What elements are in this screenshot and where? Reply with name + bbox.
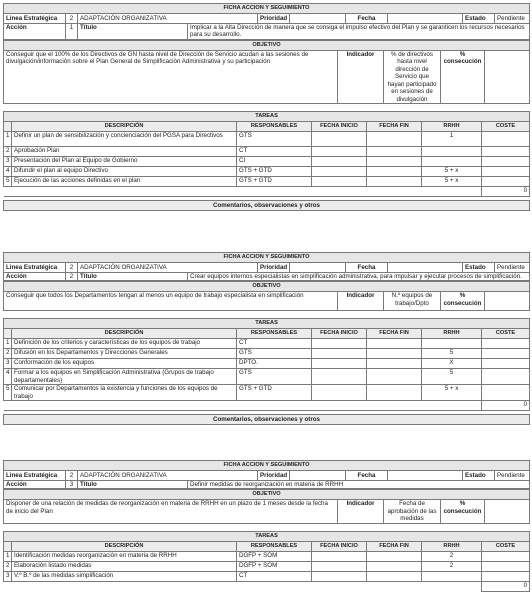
task-description: Definición de los criterios y características de los equipos de trabajo [12, 339, 237, 349]
linea-number: 2 [66, 471, 78, 481]
task-fecha-inicio [312, 385, 367, 401]
prioridad-value [290, 263, 346, 273]
task-rrhh: 2 [422, 551, 482, 561]
task-fecha-fin [367, 359, 422, 369]
titulo-text: Implicar a la Alta Dirección de manera que se consiga el impulso efectivo del Plan y se garanticen los recursos necesarios para su desarrollo. [188, 24, 530, 40]
ficha-title: FICHA ACCION Y SEGUIMIENTO [4, 253, 530, 263]
task-row [4, 561, 530, 571]
estado-label: Estado [463, 471, 495, 481]
linea-number: 2 [66, 14, 78, 24]
task-row [4, 339, 530, 349]
col-rrhh-header: RRHH [422, 541, 482, 551]
col-descripcion-header: DESCRIPCIÓN [12, 541, 237, 551]
task-fecha-inicio [312, 166, 367, 176]
task-fecha-inicio [312, 359, 367, 369]
consecucion-value [485, 292, 530, 311]
col-num-header [4, 329, 12, 339]
task-responsables: CI [237, 156, 312, 166]
fecha-label: Fecha [346, 14, 388, 24]
task-number: 3 [4, 359, 12, 369]
ficha-header-table [3, 3, 530, 40]
accion-label: Acción [4, 481, 66, 489]
col-descripcion-header: DESCRIPCIÓN [12, 329, 237, 339]
tareas-table [3, 531, 530, 592]
prioridad-label: Prioridad [258, 14, 290, 24]
objetivo-table [3, 40, 530, 104]
task-coste [482, 349, 530, 359]
col-responsables-header: RESPONSABLES [237, 541, 312, 551]
col-num-header [4, 541, 12, 551]
task-description: Elaboración listado medidas [12, 561, 237, 571]
col-descripcion-header: DESCRIPCIÓN [12, 121, 237, 131]
task-responsables: DGFP + SOM [237, 551, 312, 561]
consecucion-label: % consecución [441, 292, 485, 311]
task-responsables: CT [237, 571, 312, 581]
tareas-title: TAREAS [4, 531, 530, 541]
linea-label: Linea Estratégica [4, 471, 66, 481]
task-number: 2 [4, 561, 12, 571]
total-coste: 0 [482, 401, 530, 411]
ficha-block [3, 252, 529, 425]
col-coste-header: COSTE [482, 541, 530, 551]
task-coste [482, 176, 530, 186]
indicador-label: Indicador [338, 50, 384, 103]
task-fecha-inicio [312, 156, 367, 166]
task-number: 4 [4, 166, 12, 176]
ficha-title: FICHA ACCION Y SEGUIMIENTO [4, 4, 530, 14]
task-number: 1 [4, 131, 12, 146]
task-rrhh [422, 146, 482, 156]
task-coste [482, 131, 530, 146]
task-fecha-fin [367, 349, 422, 359]
task-fecha-fin [367, 176, 422, 186]
task-coste [482, 359, 530, 369]
col-num-header [4, 121, 12, 131]
fecha-value [388, 14, 463, 24]
consecucion-label: % consecución [441, 500, 485, 523]
task-responsables: CT [237, 146, 312, 156]
accion-number: 3 [66, 481, 78, 489]
task-fecha-fin [367, 339, 422, 349]
prioridad-label: Prioridad [258, 263, 290, 273]
task-number: 1 [4, 339, 12, 349]
estado-label: Estado [463, 14, 495, 24]
task-fecha-inicio [312, 551, 367, 561]
task-fecha-inicio [312, 571, 367, 581]
consecucion-label: % consecución [441, 50, 485, 103]
estado-value: Pendiente [495, 14, 530, 24]
task-row [4, 156, 530, 166]
task-rrhh: 5 + x [422, 385, 482, 401]
task-rrhh [422, 339, 482, 349]
task-number: 2 [4, 146, 12, 156]
total-coste: 0 [482, 581, 530, 591]
objetivo-table [3, 281, 530, 311]
titulo-label: Título [78, 273, 188, 281]
ficha-header-table [3, 252, 530, 281]
indicador-text: N.º equipos de trabajo/Dpto [384, 292, 441, 311]
col-coste-header: COSTE [482, 329, 530, 339]
task-description: Difusión en los Departamentos y Direcciones Generales [12, 349, 237, 359]
task-row [4, 131, 530, 146]
spacer [3, 311, 529, 318]
task-fecha-fin [367, 146, 422, 156]
task-row [4, 146, 530, 156]
task-fecha-fin [367, 369, 422, 385]
col-fecha-inicio-header: FECHA INICIO [312, 541, 367, 551]
estado-value: Pendiente [495, 471, 530, 481]
col-fecha-fin-header: FECHA FIN [367, 121, 422, 131]
task-responsables: GTS [237, 349, 312, 359]
task-number: 5 [4, 385, 12, 401]
col-coste-header: COSTE [482, 121, 530, 131]
task-description: Difundir el plan al equipo Directivo [12, 166, 237, 176]
indicador-label: Indicador [338, 292, 384, 311]
task-description: Ejecución de las acciones definidas en el plan [12, 176, 237, 186]
consecucion-value [485, 500, 530, 523]
col-fecha-fin-header: FECHA FIN [367, 329, 422, 339]
task-row [4, 349, 530, 359]
task-number: 4 [4, 369, 12, 385]
linea-label: Linea Estratégica [4, 14, 66, 24]
prioridad-label: Prioridad [258, 471, 290, 481]
task-fecha-fin [367, 561, 422, 571]
linea-name: ADAPTACIÓN ORGANIZATIVA [78, 14, 258, 24]
task-fecha-inicio [312, 176, 367, 186]
task-number: 3 [4, 571, 12, 581]
prioridad-value [290, 14, 346, 24]
task-row [4, 385, 530, 401]
task-coste [482, 166, 530, 176]
task-fecha-fin [367, 131, 422, 146]
spacer [3, 524, 529, 531]
col-rrhh-header: RRHH [422, 329, 482, 339]
task-description: Comunicar por Departamentos la existencia y funciones de los equipos de trabajo [12, 385, 237, 401]
tareas-title: TAREAS [4, 111, 530, 121]
task-fecha-inicio [312, 146, 367, 156]
task-row [4, 359, 530, 369]
task-coste [482, 571, 530, 581]
col-rrhh-header: RRHH [422, 121, 482, 131]
tareas-table [3, 111, 530, 211]
task-number: 3 [4, 156, 12, 166]
titulo-label: Título [78, 481, 188, 489]
spacer [3, 104, 529, 111]
task-fecha-inicio [312, 369, 367, 385]
comentarios-header: Comentarios, observaciones y otros [4, 200, 530, 210]
task-responsables: CT [237, 339, 312, 349]
task-fecha-inicio [312, 349, 367, 359]
accion-number: 2 [66, 273, 78, 281]
linea-label: Linea Estratégica [4, 263, 66, 273]
task-description: V.º B.º de las medidas simplificación [12, 571, 237, 581]
comentarios-header: Comentarios, observaciones y otros [4, 415, 530, 425]
task-description: Aprobación Plan [12, 146, 237, 156]
task-fecha-inicio [312, 339, 367, 349]
linea-name: ADAPTACIÓN ORGANIZATIVA [78, 471, 258, 481]
task-responsables: GTS [237, 369, 312, 385]
titulo-text: Crear equipos internos especialistas en simplificación administrativa, para impulsar y ejecutar procesos de simplificación. [188, 273, 530, 281]
task-number: 5 [4, 176, 12, 186]
task-rrhh: X [422, 359, 482, 369]
task-responsables: DGFP + SOM [237, 561, 312, 571]
task-fecha-fin [367, 156, 422, 166]
accion-label: Acción [4, 273, 66, 281]
task-coste [482, 339, 530, 349]
task-fecha-inicio [312, 131, 367, 146]
task-fecha-fin [367, 551, 422, 561]
task-row [4, 571, 530, 581]
objetivo-text: Disponer de una relación de medidas de reorganización en materia de RRHH en un plazo de 1 meses desde la fecha de inicio del Plan [4, 500, 338, 523]
ficha-title: FICHA ACCION Y SEGUIMIENTO [4, 461, 530, 471]
total-blank [4, 401, 482, 411]
task-rrhh: 5 + x [422, 166, 482, 176]
task-fecha-fin [367, 166, 422, 176]
linea-number: 2 [66, 263, 78, 273]
task-row [4, 369, 530, 385]
accion-number: 1 [66, 24, 78, 40]
col-responsables-header: RESPONSABLES [237, 121, 312, 131]
col-fecha-inicio-header: FECHA INICIO [312, 329, 367, 339]
task-description: Identificación medidas reorganización en materia de RRHH [12, 551, 237, 561]
task-rrhh: 5 [422, 369, 482, 385]
indicador-text: % de directivos hasta nivel dirección de Servicio que hayan participado en sesiones de divulgación [384, 50, 441, 103]
ficha-header-table [3, 460, 530, 489]
objetivo-title: OBJETIVO [4, 282, 530, 292]
total-blank [4, 186, 482, 196]
titulo-text: Definir medidas de reorganización en materia de RRHH [188, 481, 530, 489]
consecucion-value [485, 50, 530, 103]
objetivo-table [3, 489, 530, 523]
task-number: 2 [4, 349, 12, 359]
objetivo-text: Conseguir que todos los Departamentos tengan al menos un equipo de trabajo especialista en simplificación [4, 292, 338, 311]
task-coste [482, 156, 530, 166]
task-rrhh [422, 571, 482, 581]
total-blank [4, 581, 482, 591]
task-responsables: GTS + GTD [237, 176, 312, 186]
col-fecha-fin-header: FECHA FIN [367, 541, 422, 551]
task-number: 1 [4, 551, 12, 561]
fecha-label: Fecha [346, 471, 388, 481]
prioridad-value [290, 471, 346, 481]
task-coste [482, 385, 530, 401]
task-description: Definir un plan de sensibilización y concienciación del PGSA para Directivos [12, 131, 237, 146]
tareas-table [3, 318, 530, 425]
col-responsables-header: RESPONSABLES [237, 329, 312, 339]
ficha-block [3, 460, 529, 592]
task-fecha-inicio [312, 561, 367, 571]
fecha-value [388, 471, 463, 481]
task-coste [482, 369, 530, 385]
task-responsables: GTS [237, 131, 312, 146]
task-responsables: GTS + GTD [237, 385, 312, 401]
task-row [4, 551, 530, 561]
task-description: Presentación del Plan al Equipo de Gobierno [12, 156, 237, 166]
task-coste [482, 561, 530, 571]
task-rrhh: 2 [422, 561, 482, 571]
task-row [4, 176, 530, 186]
task-coste [482, 551, 530, 561]
estado-label: Estado [463, 263, 495, 273]
objetivo-title: OBJETIVO [4, 490, 530, 500]
linea-name: ADAPTACIÓN ORGANIZATIVA [78, 263, 258, 273]
task-rrhh: 5 + x [422, 176, 482, 186]
col-fecha-inicio-header: FECHA INICIO [312, 121, 367, 131]
estado-value: Pendiente [495, 263, 530, 273]
fecha-value [388, 263, 463, 273]
objetivo-title: OBJETIVO [4, 40, 530, 50]
task-description: Formar a los equipos en Simplificación Administrativa (Grupos de trabajo departamentales) [12, 369, 237, 385]
task-row [4, 166, 530, 176]
ficha-block [3, 3, 529, 211]
task-description: Conformación de los equipos [12, 359, 237, 369]
task-responsables: DPTO. [237, 359, 312, 369]
task-responsables: GTS + GTD [237, 166, 312, 176]
tareas-title: TAREAS [4, 319, 530, 329]
task-rrhh [422, 156, 482, 166]
indicador-text: Fecha de aprobación de las medidas [384, 500, 441, 523]
task-rrhh: 1 [422, 131, 482, 146]
total-coste: 0 [482, 186, 530, 196]
fecha-label: Fecha [346, 263, 388, 273]
task-coste [482, 146, 530, 156]
task-rrhh: 5 [422, 349, 482, 359]
task-fecha-fin [367, 571, 422, 581]
task-fecha-fin [367, 385, 422, 401]
indicador-label: Indicador [338, 500, 384, 523]
objetivo-text: Conseguir que el 100% de los Directivos de GN hasta nivel de Dirección de Servicio acudan a las sesiones de divulgación/información sobre el Plan General de Simplificación Administrativa y su participación [4, 50, 338, 103]
titulo-label: Título [78, 24, 188, 40]
accion-label: Acción [4, 24, 66, 40]
